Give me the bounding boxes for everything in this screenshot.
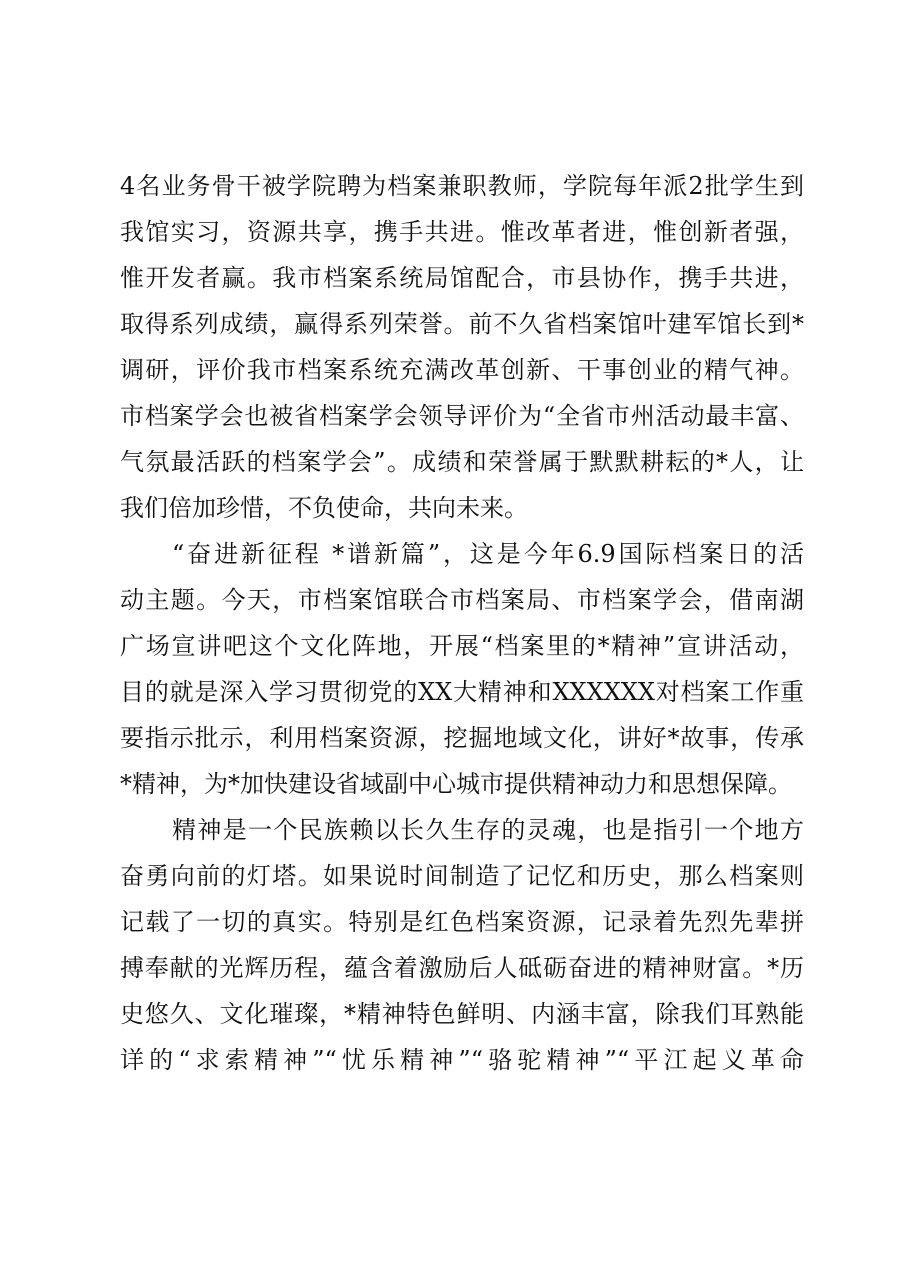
document-body [120,163,804,1083]
text-line: 精神是一个民族赖以长久生存的灵魂，也是指引一个地方 [172,816,804,844]
text-line: 奋勇向前的灯塔。如果说时间制造了记忆和历史，那么档案则 [120,862,804,890]
paragraph-2 [120,531,804,807]
paragraph-3 [120,807,804,1083]
text-line: 气氛最活跃的档案学会”。成绩和荣誉属于默默耕耘的*人，让 [120,448,804,476]
text-line: 市档案学会也被省档案学会领导评价为“全省市州活动最丰富、 [120,402,804,430]
text-line: 广场宣讲吧这个文化阵地，开展“档案里的*精神”宣讲活动， [120,632,804,660]
text-line: 要指示批示，利用档案资源，挖掘地域文化，讲好*故事，传承 [120,724,804,752]
text-line: “奋进新征程 *谱新篇”，这是今年6.9国际档案日的活 [172,540,804,568]
text-line: *精神，为*加快建设省域副中心城市提供精神动力和思想保障。 [120,770,792,798]
text-line: 惟开发者赢。我市档案系统局馆配合，市县协作，携手共进， [120,264,804,292]
text-line: 详的“求索精神”“忧乐精神”“骆驼精神”“平江起义革命 [120,1046,804,1074]
text-line: 搏奉献的光辉历程，蕴含着激励后人砥砺奋进的精神财富。*历 [120,954,804,982]
paragraph-1 [120,163,804,531]
text-line: 取得系列成绩，赢得系列荣誉。前不久省档案馆叶建军馆长到* [120,310,804,338]
text-line: 目的就是深入学习贯彻党的XX大精神和XXXXXX对档案工作重 [120,678,804,706]
text-line: 4名业务骨干被学院聘为档案兼职教师，学院每年派2批学生到 [120,172,804,200]
text-line: 我们倍加珍惜，不负使命，共向未来。 [120,494,528,522]
text-line: 我馆实习，资源共享，携手共进。惟改革者进，惟创新者强， [120,218,804,246]
text-line: 动主题。今天，市档案馆联合市档案局、市档案学会，借南湖 [120,586,804,614]
text-line: 记载了一切的真实。特别是红色档案资源，记录着先烈先辈拼 [120,908,804,936]
text-line: 史悠久、文化璀璨，*精神特色鲜明、内涵丰富，除我们耳熟能 [120,1000,804,1028]
text-line: 调研，评价我市档案系统充满改革创新、干事创业的精气神。 [120,356,804,384]
